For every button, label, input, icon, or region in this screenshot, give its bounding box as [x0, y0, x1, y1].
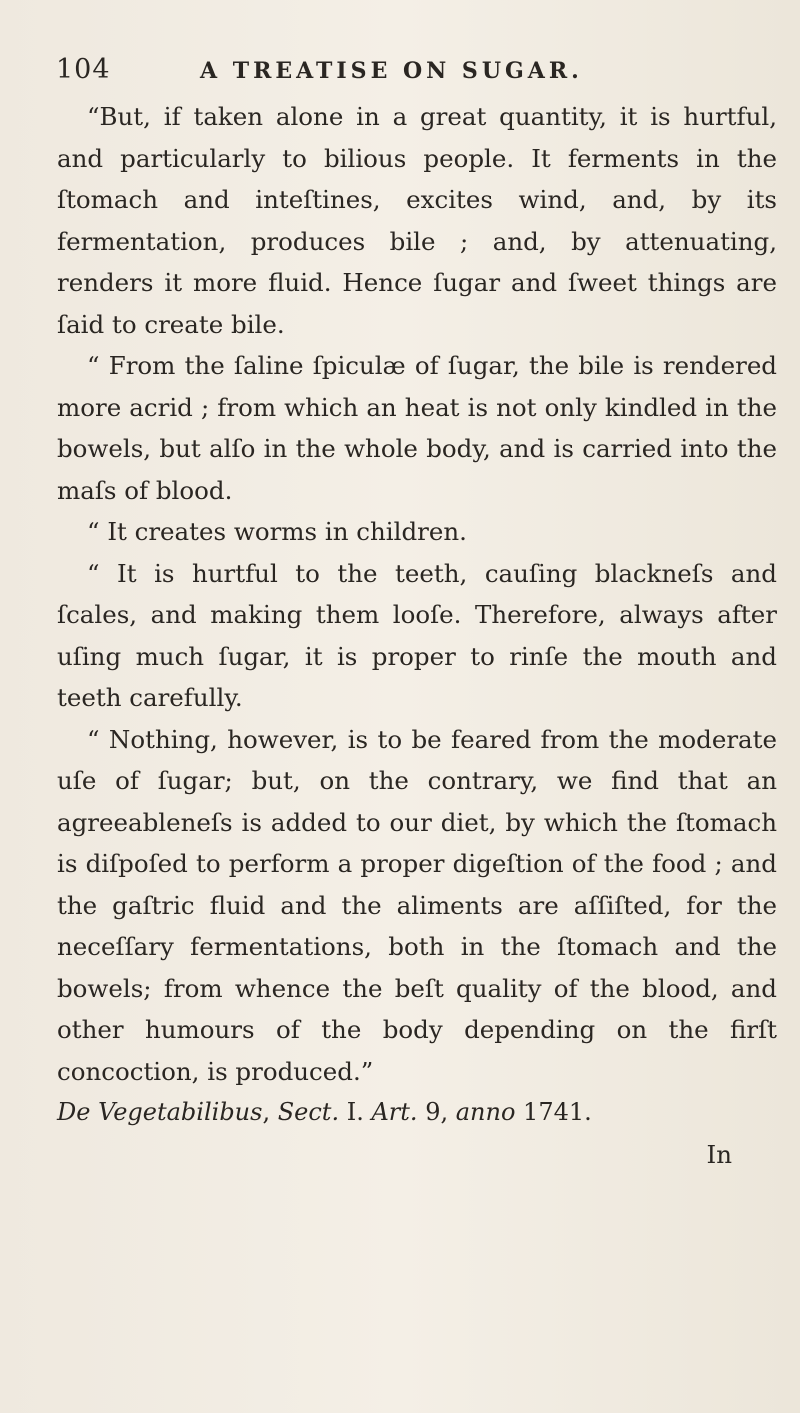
citation-anno: anno — [455, 1098, 516, 1126]
citation-section: Sect. — [277, 1098, 340, 1126]
paragraph-5: “ Nothing, however, is to be feared from the moderate uſe of ſugar; but, on the contrary, we find that an agreeableneſs is added to our diet, by which the ſtomach is diſpoſed to perform a proper digeſtion of the food ; and the gaſtric fluid and the aliments are aſſiſted, for the neceſſary fermentations, both in the ſtomach and the bowels; from whence the beſt quality of the blood, and other humours of the body depending on the firſt concoction, is produced.” — [57, 724, 777, 1086]
citation-article-number: 9, — [425, 1098, 449, 1126]
paragraph-4: “ It is hurtful to the teeth, cauſing blackneſs and ſcales, and making them looſe. Therefore, always after uſing much ſugar, it is proper to rinſe the mouth and teeth carefully. — [57, 558, 777, 712]
body-text — [57, 96, 777, 1175]
paragraph-3: “ It creates worms in children. — [87, 517, 467, 546]
citation-section-number: I. — [346, 1098, 364, 1126]
paragraph-2: “ From the ſaline ſpiculæ of ſugar, the bile is rendered more acrid ; from which an heat is not only kindled in the bowels, but alſo in the whole body, and is carried into the maſs of blood. — [57, 351, 777, 505]
catchword: In — [706, 1139, 732, 1169]
citation-article: Art. — [371, 1098, 418, 1126]
page-number: 104 — [56, 54, 111, 85]
citation-title: De Vegetabilibus — [57, 1098, 263, 1126]
citation: De Vegetabilibus, Sect. I. Art. 9, anno 1741. — [57, 1098, 592, 1126]
running-head: A TREATISE ON SUGAR. — [200, 58, 583, 84]
page-header — [56, 54, 736, 94]
paragraph-1: “But, if taken alone in a great quantity, it is hurtful, and particularly to bilious people. It ferments in the ſtomach and inteſtines, excites wind, and, by its fermentation, produces bile ; and, by attenuating, renders it more fluid. Hence ſugar and ſweet things are ſaid to create bile. — [57, 102, 777, 339]
citation-year: 1741. — [523, 1098, 592, 1126]
